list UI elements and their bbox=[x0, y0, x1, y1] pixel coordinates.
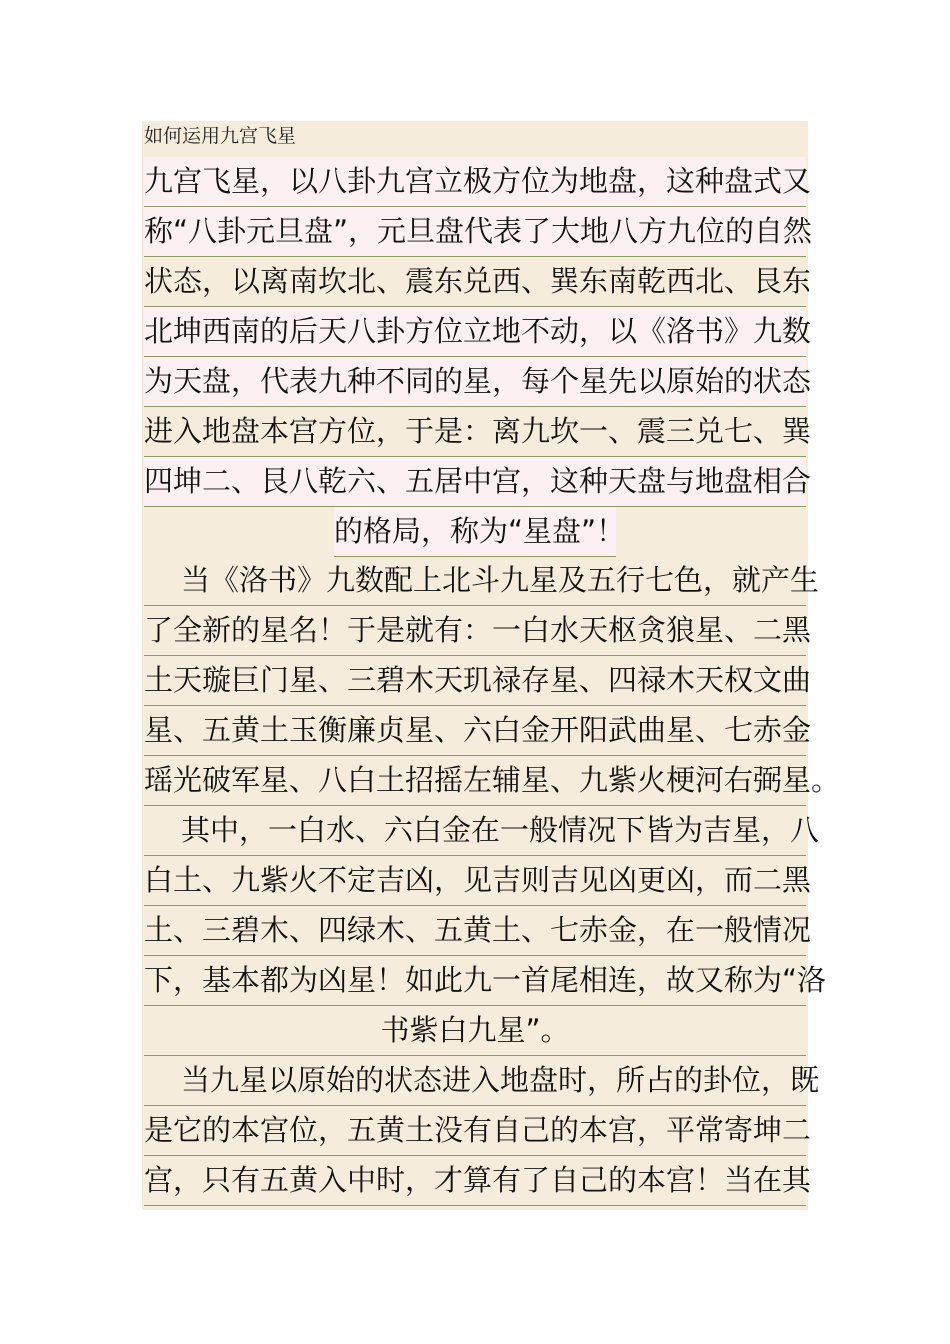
text-line: 是它的本宫位，五黄土没有自己的本宫，平常寄坤二 bbox=[144, 1106, 806, 1156]
text-line: 土、三碧木、四绿木、五黄土、七赤金，在一般情况 bbox=[144, 906, 806, 956]
text-line: 四坤二、艮八乾六、五居中宫，这种天盘与地盘相合 bbox=[144, 457, 806, 507]
text-line: 宫，只有五黄入中时，才算有了自己的本宫！当在其 bbox=[144, 1156, 806, 1206]
text-line: 土天璇巨门星、三碧木天玑禄存星、四禄木天权文曲 bbox=[144, 656, 806, 706]
text-line: 北坤西南的后天八卦方位立地不动，以《洛书》九数 bbox=[144, 307, 806, 357]
text-line: 书紫白九星”。 bbox=[144, 1006, 806, 1056]
text-line: 了全新的星名！于是就有：一白水天枢贪狼星、二黑 bbox=[144, 606, 806, 656]
document-title: 如何运用九宫飞星 bbox=[144, 125, 297, 147]
text-line: 星、五黄土玉衡廉贞星、六白金开阳武曲星、七赤金 bbox=[144, 706, 806, 756]
text-line: 下，基本都为凶星！如此九一首尾相连，故又称为“洛 bbox=[144, 956, 806, 1006]
text-line: 当九星以原始的状态进入地盘时，所占的卦位，既 bbox=[144, 1056, 806, 1106]
text-line: 其中，一白水、六白金在一般情况下皆为吉星，八 bbox=[144, 806, 806, 856]
text-line: 当《洛书》九数配上北斗九星及五行七色，就产生 bbox=[144, 556, 806, 606]
text-line: 进入地盘本宫方位，于是：离九坎一、震三兑七、巽 bbox=[144, 407, 806, 457]
text-line: 瑶光破军星、八白土招摇左辅星、九紫火梗河右弼星。 bbox=[144, 756, 806, 806]
text-line: 为天盘，代表九种不同的星，每个星先以原始的状态 bbox=[144, 357, 806, 407]
text-line: 称“八卦元旦盘”，元旦盘代表了大地八方九位的自然 bbox=[144, 207, 806, 257]
text-line: 白土、九紫火不定吉凶，见吉则吉见凶更凶，而二黑 bbox=[144, 856, 806, 906]
text-line: 九宫飞星，以八卦九宫立极方位为地盘，这种盘式又 bbox=[144, 157, 806, 207]
text-line: 的格局，称为“星盘”！ bbox=[334, 507, 616, 557]
text-line: 状态，以离南坎北、震东兑西、巽东南乾西北、艮东 bbox=[144, 257, 806, 307]
